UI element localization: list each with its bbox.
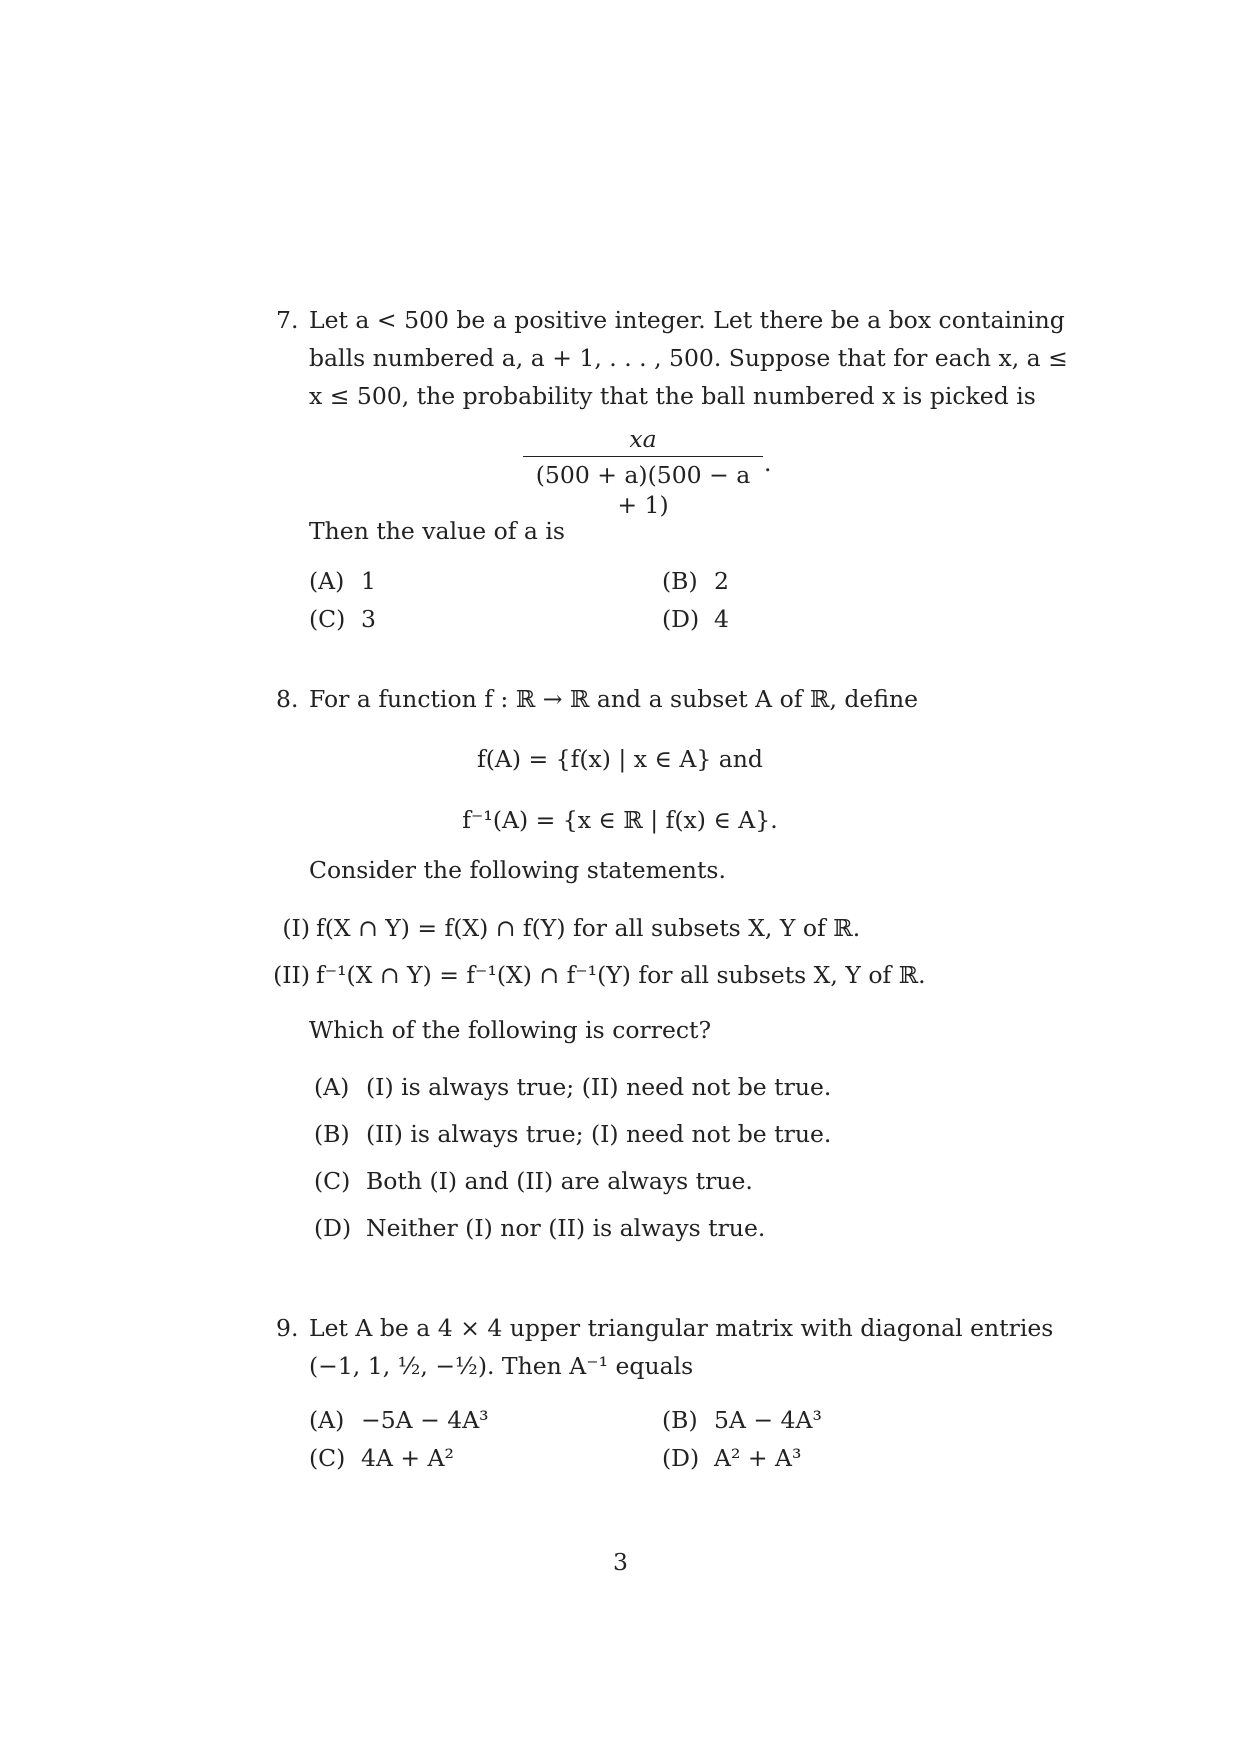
option-c[interactable] xyxy=(314,1166,753,1196)
option-text: 3 xyxy=(361,605,376,633)
option-text: Neither (I) nor (II) is always true. xyxy=(366,1214,766,1242)
option-c[interactable] xyxy=(309,1443,454,1473)
question-number: 9. xyxy=(276,1314,299,1342)
option-label: (B) xyxy=(662,567,698,595)
question-text-line: balls numbered a, a + 1, . . . , 500. Suppose that for each x, a ≤ xyxy=(309,344,1068,372)
definition-preimage: f⁻¹(A) = {x ∈ ℝ | f(x) ∈ A}. xyxy=(462,806,778,834)
option-label: (B) xyxy=(314,1120,350,1148)
option-d[interactable] xyxy=(662,604,729,634)
option-text: 1 xyxy=(361,567,376,595)
option-a[interactable] xyxy=(309,1405,489,1435)
fraction-numerator: xa xyxy=(629,425,657,453)
option-b[interactable] xyxy=(662,1405,822,1435)
probability-fraction xyxy=(523,424,763,520)
page-number: 3 xyxy=(613,1548,628,1576)
option-label: (C) xyxy=(309,1444,346,1472)
option-text: Both (I) and (II) are always true. xyxy=(366,1167,753,1195)
question-text-line: Let a < 500 be a positive integer. Let there be a box containing xyxy=(309,306,1065,334)
fraction-bar xyxy=(523,456,763,457)
option-label: (D) xyxy=(662,605,700,633)
option-text: 5A − 4A³ xyxy=(714,1406,822,1434)
question-text-line: Let A be a 4 × 4 upper triangular matrix with diagonal entries xyxy=(309,1314,1054,1342)
statements-intro: Consider the following statements. xyxy=(309,856,726,884)
option-text: (II) is always true; (I) need not be true. xyxy=(366,1120,832,1148)
statement-ii xyxy=(260,960,926,990)
question-text-line: For a function f : ℝ → ℝ and a subset A of ℝ, define xyxy=(309,685,919,713)
question-text-line: x ≤ 500, the probability that the ball numbered x is picked is xyxy=(309,382,1036,410)
statement-text: f⁻¹(X ∩ Y) = f⁻¹(X) ∩ f⁻¹(Y) for all subsets X, Y of ℝ. xyxy=(316,961,926,989)
option-a[interactable] xyxy=(309,566,376,596)
option-label: (B) xyxy=(662,1406,698,1434)
option-label: (A) xyxy=(314,1073,350,1101)
question-number: 7. xyxy=(276,306,299,334)
option-text: (I) is always true; (II) need not be true. xyxy=(366,1073,832,1101)
option-text: 4 xyxy=(714,605,729,633)
option-text: 2 xyxy=(714,567,729,595)
question-prompt: Then the value of a is xyxy=(309,517,565,545)
fraction-denominator: (500 + a)(500 − a + 1) xyxy=(535,461,751,519)
option-b[interactable] xyxy=(662,566,729,596)
option-c[interactable] xyxy=(309,604,376,634)
statement-i xyxy=(260,913,860,943)
option-label: (D) xyxy=(314,1214,352,1242)
option-label: (C) xyxy=(314,1167,351,1195)
option-d[interactable] xyxy=(662,1443,801,1473)
option-text: −5A − 4A³ xyxy=(361,1406,489,1434)
option-b[interactable] xyxy=(314,1119,831,1149)
option-text: A² + A³ xyxy=(714,1444,802,1472)
option-label: (A) xyxy=(309,567,345,595)
definition-image: f(A) = {f(x) | x ∈ A} and xyxy=(477,745,763,773)
statement-text: f(X ∩ Y) = f(X) ∩ f(Y) for all subsets X, Y of ℝ. xyxy=(316,914,861,942)
option-label: (D) xyxy=(662,1444,700,1472)
option-text: 4A + A² xyxy=(361,1444,454,1472)
question-prompt: Which of the following is correct? xyxy=(309,1016,712,1044)
statement-label: (I) xyxy=(282,914,310,942)
question-text-line: (−1, 1, ½, −½). Then A⁻¹ equals xyxy=(309,1352,694,1380)
option-d[interactable] xyxy=(314,1213,765,1243)
option-label: (C) xyxy=(309,605,346,633)
question-number: 8. xyxy=(276,685,299,713)
option-label: (A) xyxy=(309,1406,345,1434)
fraction-period: . xyxy=(764,449,772,477)
option-a[interactable] xyxy=(314,1072,831,1102)
statement-label: (II) xyxy=(273,961,310,989)
